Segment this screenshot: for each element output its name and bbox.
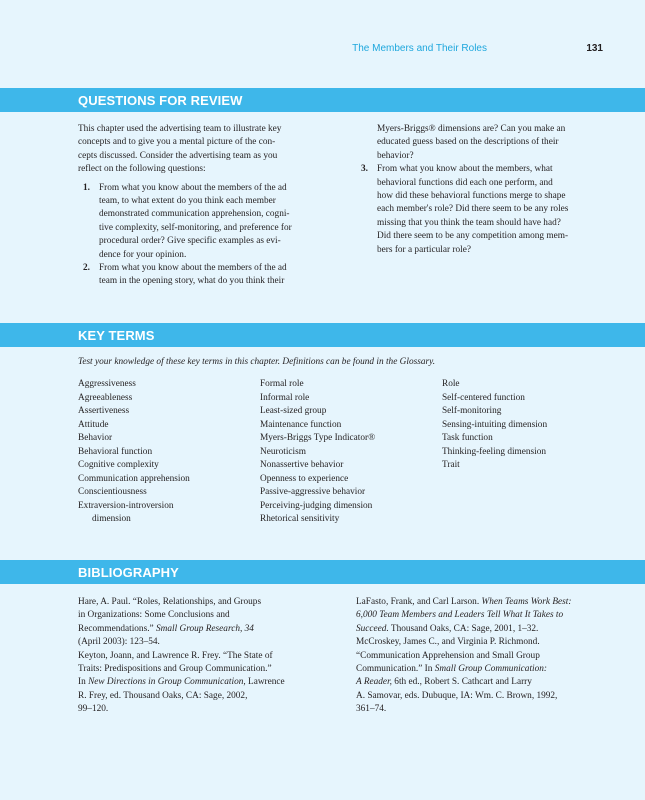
question-item (78, 262, 330, 289)
question-list (356, 163, 608, 257)
key-term: Self-monitoring (442, 406, 502, 416)
bib-line: Traits: Predispositions and Group Communication.” (78, 664, 272, 675)
bib-line: in Organizations: Some Conclusions and (78, 610, 230, 621)
key-term: Communication apprehension (78, 473, 190, 484)
questions-section-title: QUESTIONS FOR REVIEW (78, 93, 243, 108)
bibliography-entry (356, 636, 618, 716)
key-terms-section-title: KEY TERMS (78, 328, 155, 343)
intro-line: concepts and to give you a mental picture of the con- (78, 137, 276, 148)
key-term: Attitude (78, 419, 109, 430)
key-term: Informal role (260, 392, 310, 403)
key-term: Behavioral function (78, 446, 153, 457)
bib-line: (April 2003): 123–54. (78, 637, 160, 648)
question-line: dence for your opinion. (99, 249, 187, 260)
questions-section-header (0, 88, 645, 112)
key-term: Agreeableness (78, 392, 133, 403)
question-line: how did these behavioral functions merge to shape (377, 191, 566, 202)
key-term: Extraversion-introversion (78, 500, 174, 511)
question-line: behavioral functions did each one perform, and (377, 177, 553, 188)
key-term: Trait (442, 460, 460, 470)
bib-line: A. Samovar, eds. Dubuque, IA: Wm. C. Brown, 1992, (356, 690, 558, 701)
key-term: Neuroticism (260, 446, 306, 457)
intro-line: cepts discussed. Consider the advertising team as you (78, 150, 278, 161)
question-line: team in the opening story, what do you think their (99, 276, 285, 287)
key-term: Task function (442, 433, 493, 443)
bib-line: McCroskey, James C., and Virginia P. Richmond. (356, 637, 540, 648)
question-line: missing that you think the team should have had? (377, 217, 561, 228)
bib-line: 99–120. (78, 704, 109, 715)
questions-right-column (356, 123, 608, 257)
question-line: demonstrated communication apprehension, cogni- (99, 209, 290, 220)
bibliography-entry (78, 596, 338, 650)
running-title: The Members and Their Roles (352, 43, 487, 54)
key-terms-column-2 (260, 378, 375, 527)
key-term: Role (442, 379, 460, 389)
question-line: behavior? (377, 150, 414, 161)
key-term: Behavior (78, 433, 113, 443)
bib-line: LaFasto, Frank, and Carl Larson. When Teams Work Best: (356, 597, 572, 607)
bib-line: 361–74. (356, 704, 387, 715)
question-item (78, 182, 330, 262)
key-term: Aggressiveness (78, 379, 136, 389)
running-head (0, 43, 645, 57)
question-line: From what you know about the members of the ad (99, 263, 287, 274)
bibliography-left-column (78, 596, 338, 717)
question-line: Did there seem to be any competition among mem- (377, 231, 569, 242)
key-term: Conscientiousness (78, 487, 147, 497)
bib-line: A Reader, 6th ed., Robert S. Cathcart and Larry (356, 677, 532, 688)
questions-left-column (78, 123, 330, 289)
key-terms-section-header (0, 323, 645, 347)
question-line: tive complexity, self-monitoring, and preference for (99, 222, 292, 233)
bib-line: R. Frey, ed. Thousand Oaks, CA: Sage, 2002, (78, 690, 248, 701)
key-term: Cognitive complexity (78, 460, 159, 470)
bibliography-right-column (356, 596, 618, 717)
key-term: Maintenance function (260, 419, 342, 430)
bib-line: Recommendations.” Small Group Research, 34 (78, 623, 254, 634)
key-term: Self-centered function (442, 392, 525, 403)
question-item-continued (356, 123, 608, 163)
key-term: Formal role (260, 379, 304, 389)
bibliography-section-header (0, 560, 645, 584)
questions-intro (78, 123, 330, 177)
question-item (356, 163, 608, 257)
key-term: Perceiving-judging dimension (260, 500, 373, 511)
question-line: Myers-Briggs® dimensions are? Can you make an (377, 124, 566, 134)
key-term: Nonassertive behavior (260, 460, 344, 470)
bib-line: In New Directions in Group Communication, Lawrence (78, 677, 285, 688)
bib-line: Hare, A. Paul. “Roles, Relationships, and Groups (78, 597, 262, 607)
question-number: 3. (361, 164, 368, 175)
key-terms-column-3 (442, 378, 547, 473)
key-term: Myers-Briggs Type Indicator® (260, 433, 376, 443)
key-term: Least-sized group (260, 406, 327, 416)
bibliography-entry (78, 650, 338, 717)
question-line: each member's role? Did there seem to be any roles (377, 204, 569, 215)
question-line: bers for a particular role? (377, 244, 471, 255)
intro-line: This chapter used the advertising team to illustrate key (78, 124, 282, 134)
key-term: Thinking-feeling dimension (442, 446, 547, 457)
bib-line: Communication.” In Small Group Communication: (356, 664, 548, 675)
key-terms-column-1 (78, 378, 190, 527)
page-number: 131 (586, 43, 603, 54)
bibliography-entry (356, 596, 618, 636)
intro-line: reflect on the following questions: (78, 164, 206, 175)
key-term: Rhetorical sensitivity (260, 514, 340, 524)
question-line: From what you know about the members of the ad (99, 182, 287, 193)
bib-line: Succeed. Thousand Oaks, CA: Sage, 2001, 1–32. (356, 623, 539, 634)
bib-line: Keyton, Joann, and Lawrence R. Frey. “The State of (78, 650, 273, 661)
key-term: Openness to experience (260, 473, 349, 484)
question-line: From what you know about the members, what (377, 164, 553, 175)
bib-line: “Communication Apprehension and Small Group (356, 650, 540, 661)
question-line: team, to what extent do you think each member (99, 196, 276, 207)
question-number: 2. (83, 263, 90, 274)
question-list (78, 182, 330, 289)
key-term-continuation: dimension (92, 514, 131, 524)
bib-line: 6,000 Team Members and Leaders Tell What It Takes to (356, 610, 564, 621)
question-line: procedural order? Give specific examples as evi- (99, 236, 281, 247)
key-term: Assertiveness (78, 406, 130, 416)
key-term: Passive-aggressive behavior (260, 487, 366, 497)
bibliography-section-title: BIBLIOGRAPHY (78, 565, 179, 580)
question-line: educated guess based on the descriptions of their (377, 137, 559, 148)
key-terms-intro: Test your knowledge of these key terms in this chapter. Definitions can be found in the Glossary. (78, 357, 436, 367)
key-term: Sensing-intuiting dimension (442, 419, 548, 430)
question-number: 1. (83, 182, 90, 193)
